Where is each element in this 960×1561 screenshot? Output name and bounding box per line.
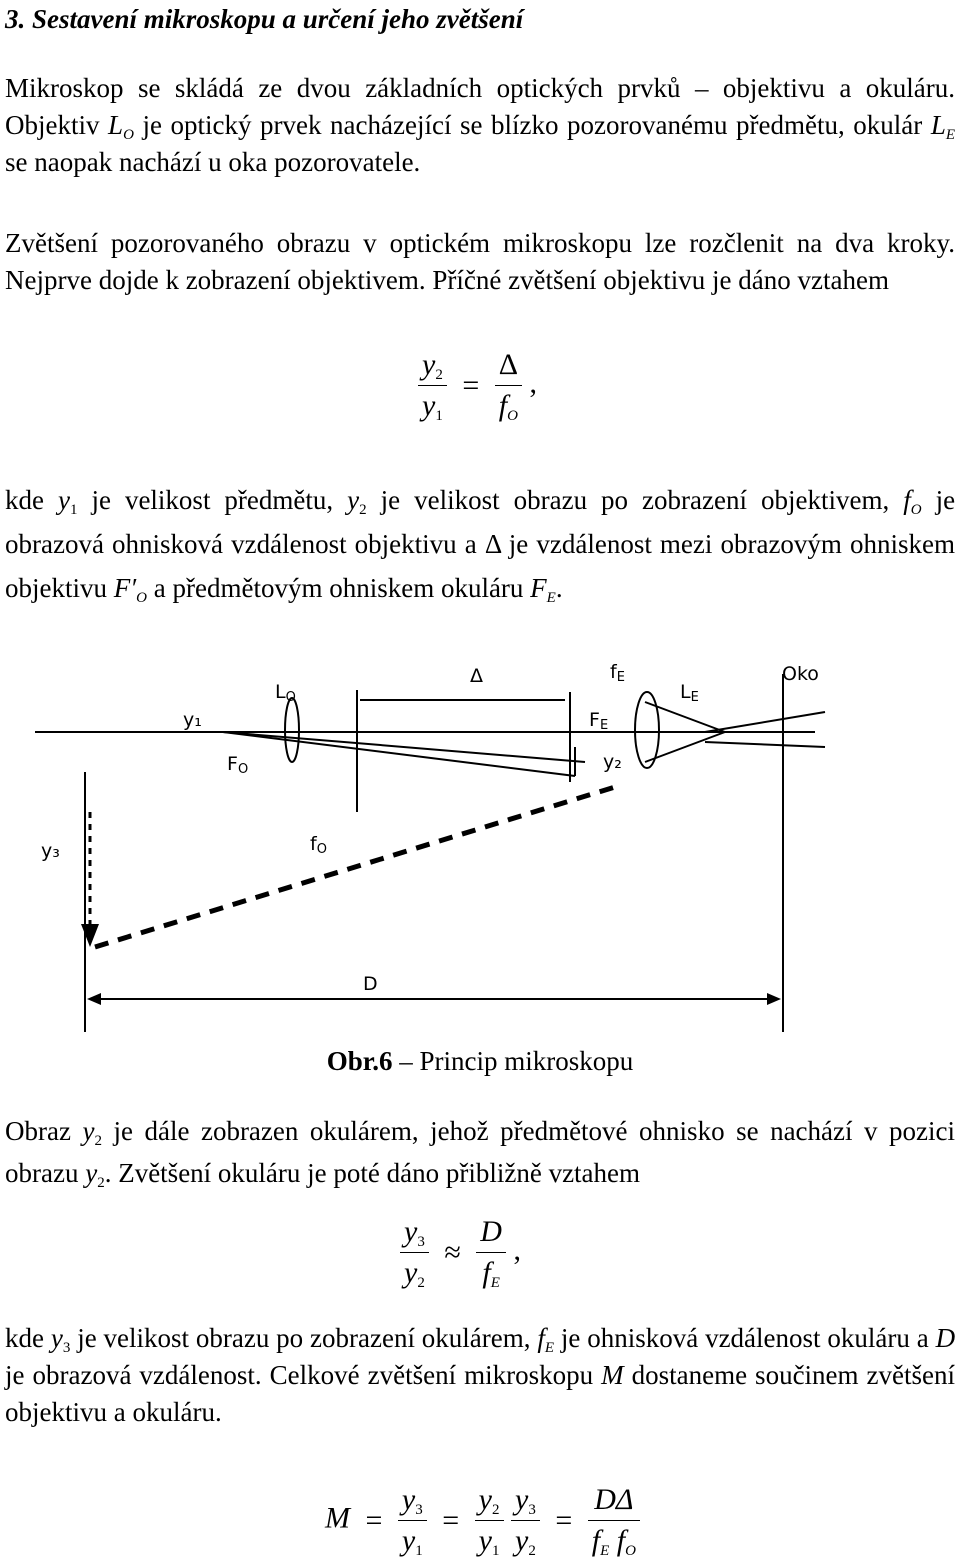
total-text-1: kde — [5, 1323, 44, 1353]
label-y3: y₃ — [41, 840, 60, 862]
paragraph-intro — [5, 70, 955, 181]
label-y1: y₁ — [183, 709, 202, 731]
label-le: LE — [680, 681, 699, 705]
objective-lens — [285, 698, 299, 762]
paragraph-eyepiece: Obraz $y_2$ je dále zobrazen okulárem, jehož předmětové ohnisko se nachází v pozici obrazu $y_2$. Zvětšení okuláru je poté dáno přibližně vztahem — [5, 1116, 956, 1191]
paragraph-magnification — [5, 225, 955, 299]
virtual-ray-dashed — [95, 787, 615, 947]
label-fe: fE — [610, 661, 625, 685]
fraction-delta-fo: $\frac{\Delta}{f_O}$ — [495, 345, 522, 426]
def-text-6: a předmětovým ohniskem okuláru — [153, 573, 524, 603]
def-text-5: je vzdálenost mezi obrazovým ohniskem objektivu — [5, 529, 956, 603]
label-y2: y₂ — [603, 751, 622, 773]
y3-arrow-head — [81, 924, 99, 947]
total-text-3: je ohnisková vzdálenost okuláru a — [560, 1323, 929, 1353]
paragraph-total: kde $y_3$ je velikost obrazu po zobrazení okulárem, $f_E$ je ohnisková vzdálenost okuláru a D je obrazová vzdálenost. Celkové zvětšení mikroskopu M dostaneme součinem zvětšení objektivu a okuláru. — [5, 1323, 956, 1427]
label-oko: Oko — [782, 663, 819, 685]
def-text-2: je velikost předmětu, — [91, 485, 334, 515]
label-fe-focus: FE — [589, 709, 609, 733]
equation-objective: $\frac{y_2}{y_1}$ = $\frac{\Delta}{f_O}$ , — [418, 345, 537, 426]
sym-le: $L_E$ — [930, 110, 956, 143]
total-text-4: je obrazová vzdálenost. Celkové zvětšení mikroskopu — [5, 1360, 594, 1390]
microscope-diagram — [5, 652, 835, 1032]
figure-caption: Obr.6 – Princip mikroskopu — [326, 1046, 634, 1076]
total-text-5: dostaneme součinem zvětšení objektivu a okuláru. — [5, 1360, 955, 1427]
section-heading-block — [5, 2, 955, 36]
label-fo-focus: FO — [227, 753, 249, 777]
def-text-1: kde — [5, 485, 44, 515]
fraction-y2-y1: $\frac{y_2}{y_1}$ — [418, 345, 447, 426]
ray-2 — [223, 732, 585, 762]
eyepiece-text-2: je dále zobrazen okulárem, jehož předmětové ohnisko se nachází v pozici obrazu — [5, 1116, 956, 1188]
def-text-4: je obrazová ohnisková vzdálenost objektivu a — [5, 485, 956, 559]
intro-text-2: je optický prvek nacházející se blízko pozorovanému předmětu, okulár — [142, 110, 923, 140]
label-delta: Δ — [470, 665, 483, 687]
paragraph-definitions: kde $y_1$ je velikost předmětu, $y_2$ je velikost obrazu po zobrazení objektivem, $f_O$ je obrazová ohnisková vzdálenost objektivu a Δ je vzdálenost mezi obrazovým ohniskem objektivu $F'_O$ a předmětovým ohniskem okuláru $F_E$. — [5, 485, 956, 606]
intro-text-1: Mikroskop se skládá ze dvou základních optických prvků – objektivu a okuláru. Objektiv — [5, 73, 955, 140]
intro-text-3: se naopak nachází u oka pozorovatele. — [5, 147, 421, 177]
section-heading: 3. Sestavení mikroskopu a určení jeho zvětšení — [5, 4, 524, 34]
ray-1 — [223, 732, 575, 776]
ray-6 — [705, 742, 825, 747]
label-lo: LO — [275, 681, 296, 705]
magnification-text: Zvětšení pozorovaného obrazu v optickém mikroskopu lze rozčlenit na dva kroky. Nejprve dojde k zobrazení objektivem. Příčné zvětšení objektivu je dáno vztahem — [5, 228, 955, 295]
total-text-2: je velikost obrazu po zobrazení okulárem, — [77, 1323, 531, 1353]
def-text-3: je velikost obrazu po zobrazení objektivem, — [380, 485, 890, 515]
ray-5 — [705, 712, 825, 732]
equals-sign: = — [462, 368, 480, 402]
equation-eyepiece: $\frac{y_3}{y_2}$ ≈ $\frac{D}{f_E}$ , — [400, 1212, 521, 1293]
label-fo: fO — [310, 833, 327, 857]
eyepiece-text-3: . Zvětšení okuláru je poté dáno přibližně vztahem — [104, 1158, 641, 1188]
sym-lo: $L_O$ — [108, 110, 134, 143]
equation-total: M = $\frac{y_3}{y_1}$ = $\frac{y_2}{y_1}$ $\frac{y_3}{y_2}$ = $\frac{D\Delta}{f_E f_O}$ — [325, 1480, 640, 1561]
ray-3 — [645, 702, 725, 732]
label-d: D — [363, 973, 378, 995]
approx-sign: ≈ — [444, 1235, 461, 1269]
eyepiece-text-1: Obraz — [5, 1116, 71, 1146]
